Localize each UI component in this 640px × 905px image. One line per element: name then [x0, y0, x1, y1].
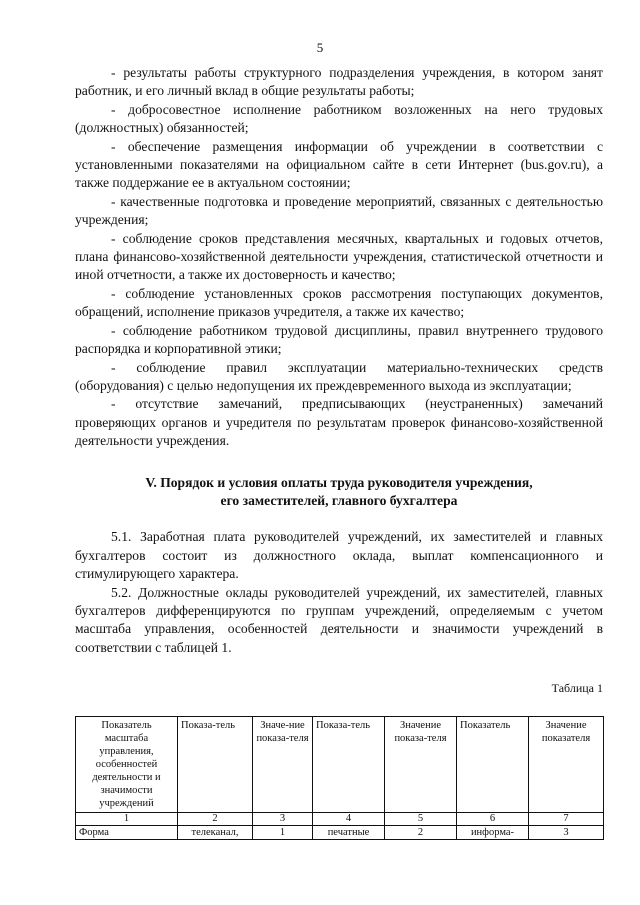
- table-header-cell: Значение показателя: [529, 716, 604, 812]
- table-header-cell: Показа-тель: [178, 716, 253, 812]
- table-cell: 2: [178, 812, 253, 825]
- section-heading: [75, 474, 603, 511]
- list-item: - добросовестное исполнение работником возложенных на него трудовых (должностных) обязанностей;: [75, 101, 603, 136]
- list-item: - результаты работы структурного подразделения учреждения, в котором занят работник, и его личный вклад в общие результаты работы;: [75, 65, 603, 99]
- table-cell: 1: [76, 812, 178, 825]
- table-cell: Форма: [76, 825, 178, 839]
- list-item: - соблюдение работником трудовой дисциплины, правил внутреннего трудового распорядка и корпоративной этики;: [75, 322, 603, 357]
- salary-groups-table: [75, 716, 604, 840]
- list-item: - качественные подготовка и проведение мероприятий, связанных с деятельностью учреждения;: [75, 193, 603, 228]
- table-cell: 5: [385, 812, 457, 825]
- section-paragraph: 5.2. Должностные оклады руководителей учреждений, их заместителей, главных бухгалтеров дифференцируются по группам учреждений, определяемым с учетом масштаба управления, особенностей деятельности и значимости учреждений в соответствии с таблицей 1.: [75, 584, 603, 655]
- table-cell: 7: [529, 812, 604, 825]
- table-cell: 2: [385, 825, 457, 839]
- table-cell: информа-: [457, 825, 529, 839]
- table-cell: 1: [253, 825, 313, 839]
- table-cell: 4: [313, 812, 385, 825]
- table-header-cell: Показатель: [457, 716, 529, 812]
- section-paragraph: 5.1. Заработная плата руководителей учреждений, их заместителей и главных бухгалтеров состоит из должностного оклада, выплат компенсационного и стимулирующего характера.: [75, 529, 603, 582]
- table-caption: Таблица 1: [551, 681, 603, 696]
- section-heading-line-1: V. Порядок и условия оплаты труда руководителя учреждения,: [145, 474, 533, 490]
- table-row: [76, 812, 604, 825]
- table-header-cell: Значение показа-теля: [385, 716, 457, 812]
- list-item: - соблюдение сроков представления месячных, квартальных и годовых отчетов, плана финансово-хозяйственной деятельности учреждения, статистической отчетности и иной отчетности, а также их достоверность и качество;: [75, 230, 603, 283]
- page-number: 5: [316, 40, 324, 55]
- section-heading-line-2: его заместителей, главного бухгалтера: [220, 492, 458, 508]
- document-body: [75, 64, 603, 840]
- table-header-cell: Показа-тель: [313, 716, 385, 812]
- table-cell: телеканал,: [178, 825, 253, 839]
- table-cell: печатные: [313, 825, 385, 839]
- table-header-cell: Показатель масштаба управления, особенностей деятельности и значимости учреждений: [76, 716, 178, 812]
- list-item: - соблюдение установленных сроков рассмотрения поступающих документов, обращений, исполнение приказов учредителя, а также их качество;: [75, 285, 603, 320]
- list-item: - обеспечение размещения информации об учреждении в соответствии с установленными показателями на официальном сайте в сети Интернет (bus.gov.ru), а также поддержание ее в актуальном состоянии;: [75, 138, 603, 191]
- table-cell: 3: [529, 825, 604, 839]
- table-header-row: [76, 716, 604, 812]
- table-header-cell: Значе-ние показа-теля: [253, 716, 313, 812]
- table-cell: 6: [457, 812, 529, 825]
- table-row: [76, 825, 604, 839]
- list-item: - отсутствие замечаний, предписывающих (неустраненных) замечаний проверяющих органов и учредителя по результатам проверок финансово-хозяйственной деятельности учреждения.: [75, 396, 603, 449]
- table-cell: 3: [253, 812, 313, 825]
- list-item: - соблюдение правил эксплуатации материально-технических средств (оборудования) с целью недопущения их преждевременного выхода из эксплуатации;: [75, 359, 603, 393]
